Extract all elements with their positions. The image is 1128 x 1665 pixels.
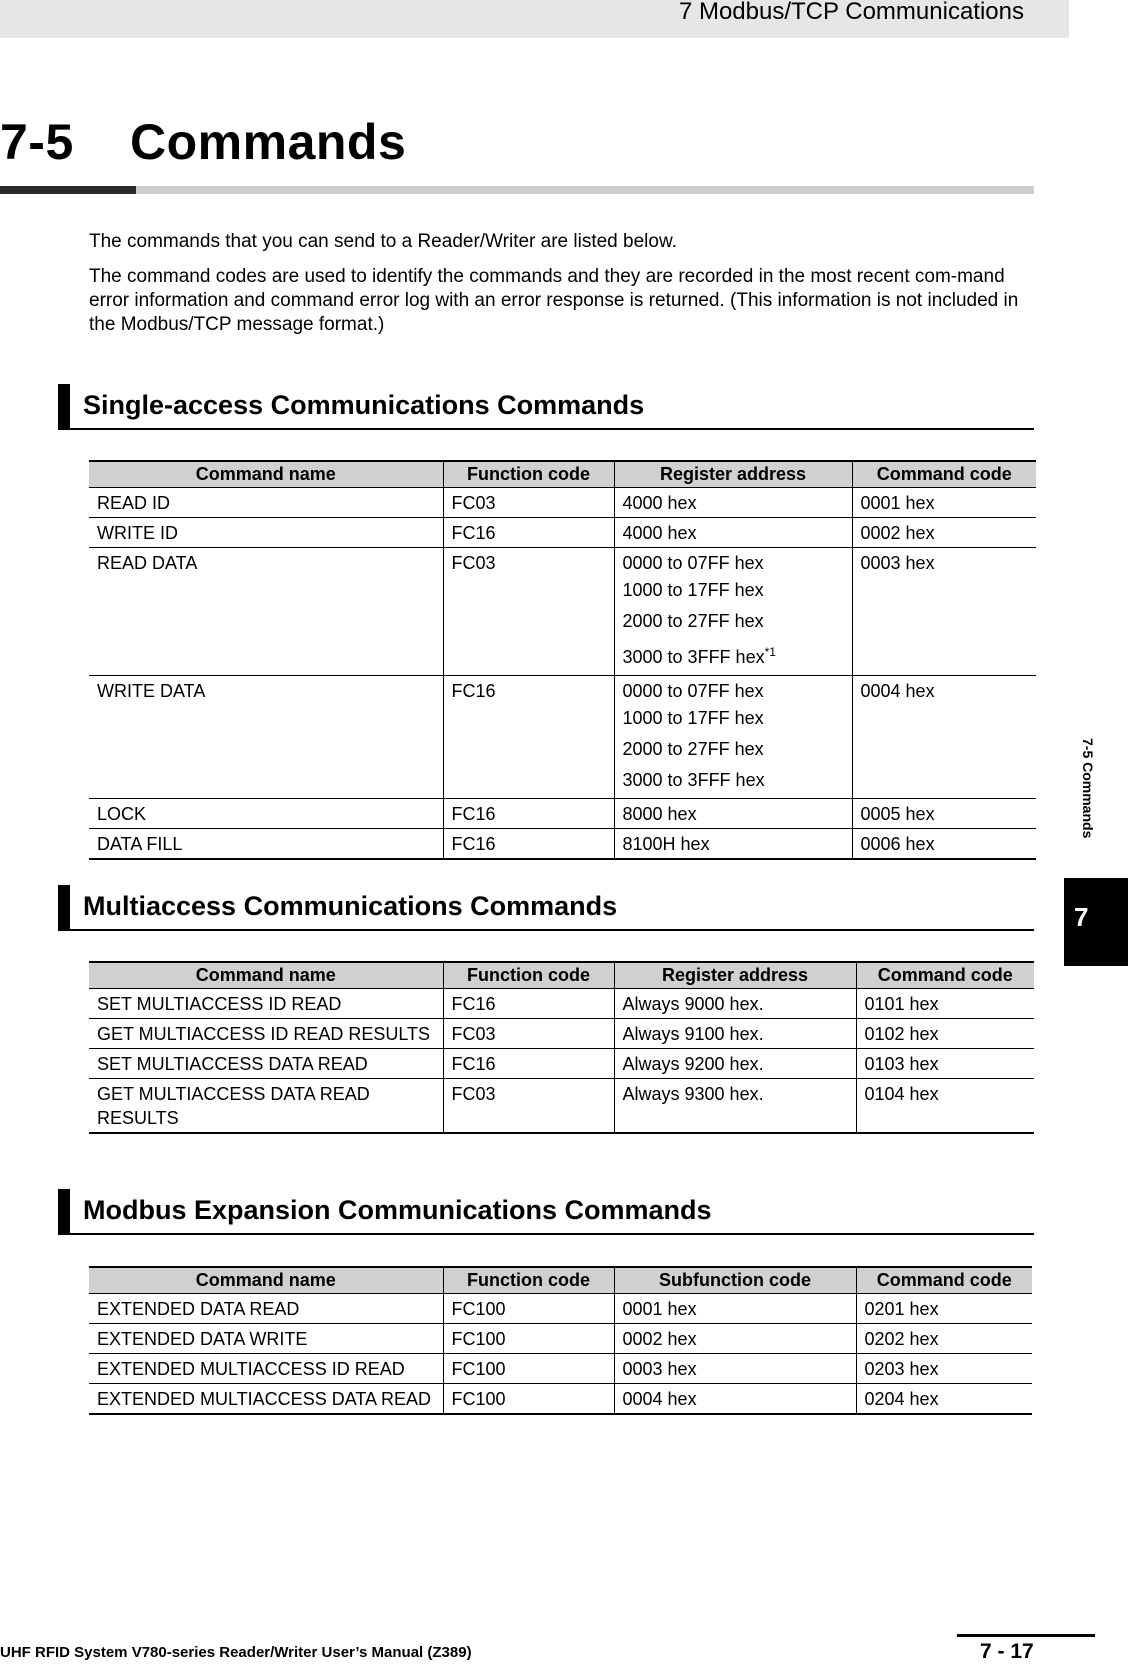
- cell-command-code: 0101 hex: [856, 989, 1034, 1019]
- col-command-name: Command name: [89, 1267, 443, 1294]
- cell-command-name: READ DATA: [89, 548, 443, 676]
- multiaccess-table: [89, 961, 1034, 1134]
- table-row: [89, 1324, 1032, 1354]
- cell-command-name: WRITE ID: [89, 518, 443, 548]
- cell-command-code: 0001 hex: [852, 488, 1036, 518]
- table-row: [89, 676, 1036, 799]
- footer-rule: [957, 1634, 1095, 1637]
- cell-function-code: FC03: [443, 1019, 614, 1049]
- multiaccess-heading: [58, 885, 1034, 931]
- cell-command-code: 0203 hex: [856, 1354, 1032, 1384]
- single-access-heading: [58, 384, 1034, 430]
- table-row: [89, 989, 1034, 1019]
- heading-bar: [58, 1189, 70, 1233]
- cell-command-code: 0102 hex: [856, 1019, 1034, 1049]
- cell-function-code: FC100: [443, 1294, 614, 1324]
- col-function-code: Function code: [443, 1267, 614, 1294]
- page-number: 7 - 17: [980, 1640, 1034, 1663]
- multiaccess-heading-text: Multiaccess Communications Commands: [83, 891, 618, 921]
- cell-register-address: [614, 676, 852, 799]
- cell-command-code: 0103 hex: [856, 1049, 1034, 1079]
- cell-register-address: 4000 hex: [614, 518, 852, 548]
- address-range: 0000 to 07FF hex: [622, 553, 764, 573]
- address-range: 1000 to 17FF hex: [622, 580, 764, 600]
- table-row: [89, 1049, 1034, 1079]
- chapter-tab-number: 7: [1074, 902, 1089, 932]
- cell-function-code: FC100: [443, 1354, 614, 1384]
- cell-subfunction-code: 0003 hex: [614, 1354, 856, 1384]
- address-range: 2000 to 27FF hex: [622, 611, 764, 631]
- cell-function-code: FC16: [443, 676, 614, 799]
- cell-subfunction-code: 0001 hex: [614, 1294, 856, 1324]
- single-access-table: [89, 460, 1036, 860]
- cell-function-code: FC03: [443, 548, 614, 676]
- expansion-heading: [58, 1189, 1034, 1235]
- intro-text: [89, 230, 1034, 348]
- cell-function-code: FC16: [443, 1049, 614, 1079]
- cell-subfunction-code: 0002 hex: [614, 1324, 856, 1354]
- col-function-code: Function code: [443, 962, 614, 989]
- cell-function-code: FC100: [443, 1384, 614, 1415]
- cell-register-address: 8000 hex: [614, 799, 852, 829]
- cell-command-code: 0201 hex: [856, 1294, 1032, 1324]
- cell-command-name: EXTENDED DATA READ: [89, 1294, 443, 1324]
- cell-function-code: FC03: [443, 1079, 614, 1134]
- section-title: [0, 112, 406, 172]
- cell-register-address: Always 9300 hex.: [614, 1079, 856, 1134]
- table-row: [89, 1079, 1034, 1134]
- cell-command-code: 0204 hex: [856, 1384, 1032, 1415]
- address-range: [623, 637, 844, 673]
- address-range: 0000 to 07FF hex: [622, 681, 764, 701]
- table-row: [89, 548, 1036, 676]
- table-row: [89, 829, 1036, 860]
- title-rule: [0, 186, 136, 194]
- cell-command-code: 0104 hex: [856, 1079, 1034, 1134]
- col-function-code: Function code: [443, 461, 614, 488]
- cell-register-address: 8100H hex: [614, 829, 852, 860]
- intro-paragraph-1: The commands that you can send to a Reader/Writer are listed below.: [89, 231, 677, 252]
- expansion-table: [89, 1266, 1032, 1415]
- cell-function-code: FC100: [443, 1324, 614, 1354]
- cell-command-name: EXTENDED DATA WRITE: [89, 1324, 443, 1354]
- table-row: [89, 799, 1036, 829]
- table-row: [89, 1384, 1032, 1415]
- cell-command-name: EXTENDED MULTIACCESS ID READ: [89, 1354, 443, 1384]
- col-command-code: Command code: [856, 962, 1034, 989]
- col-command-name: Command name: [89, 962, 443, 989]
- cell-command-name: WRITE DATA: [89, 676, 443, 799]
- cell-command-name: GET MULTIACCESS ID READ RESULTS: [89, 1019, 443, 1049]
- cell-command-code: 0202 hex: [856, 1324, 1032, 1354]
- cell-command-code: 0003 hex: [852, 548, 1036, 676]
- cell-register-address: Always 9000 hex.: [614, 989, 856, 1019]
- cell-function-code: FC16: [443, 518, 614, 548]
- table-row: [89, 1294, 1032, 1324]
- address-range: 1000 to 17FF hex: [622, 708, 764, 728]
- address-range-text: 3000 to 3FFF hex: [622, 647, 765, 667]
- address-range: 2000 to 27FF hex: [622, 739, 764, 759]
- cell-function-code: FC03: [443, 488, 614, 518]
- chapter-tab[interactable]: [1064, 878, 1128, 966]
- cell-function-code: FC16: [443, 799, 614, 829]
- cell-command-name: EXTENDED MULTIACCESS DATA READ: [89, 1384, 443, 1415]
- expansion-heading-text: Modbus Expansion Communications Commands: [83, 1195, 712, 1225]
- footnote-marker: *1: [764, 645, 776, 659]
- heading-bar: [58, 384, 70, 428]
- cell-command-code: 0006 hex: [852, 829, 1036, 860]
- cell-command-name: DATA FILL: [89, 829, 443, 860]
- footer-manual-title: UHF RFID System V780-series Reader/Writer User’s Manual (Z389): [0, 1644, 472, 1661]
- side-section-label-text: 7-5 Commands: [1080, 738, 1096, 839]
- col-subfunction-code: Subfunction code: [614, 1267, 856, 1294]
- address-range: 3000 to 3FFF hex: [622, 770, 765, 790]
- section-number: 7-5: [0, 114, 74, 170]
- cell-command-name: READ ID: [89, 488, 443, 518]
- cell-command-name: GET MULTIACCESS DATA READ RESULTS: [89, 1079, 443, 1134]
- cell-command-code: 0004 hex: [852, 676, 1036, 799]
- col-command-name: Command name: [89, 461, 443, 488]
- cell-function-code: FC16: [443, 829, 614, 860]
- cell-function-code: FC16: [443, 989, 614, 1019]
- cell-register-address: Always 9200 hex.: [614, 1049, 856, 1079]
- cell-register-address: [614, 548, 852, 676]
- table-row: [89, 1019, 1034, 1049]
- single-access-heading-text: Single-access Communications Commands: [83, 390, 645, 420]
- chapter-header: 7 Modbus/TCP Communications: [678, 0, 1024, 25]
- col-command-code: Command code: [852, 461, 1036, 488]
- cell-command-code: 0002 hex: [852, 518, 1036, 548]
- table-row: [89, 518, 1036, 548]
- section-name: Commands: [130, 114, 407, 170]
- cell-register-address: 4000 hex: [614, 488, 852, 518]
- cell-subfunction-code: 0004 hex: [614, 1384, 856, 1415]
- col-register-address: Register address: [614, 962, 856, 989]
- intro-paragraph-2: The command codes are used to identify the commands and they are recorded in the most recent com-mand error information and command error log with an error response is returned. (This information is not included in the Modbus/TCP message format.): [89, 266, 1019, 335]
- title-rule-light: [136, 186, 1034, 194]
- heading-bar: [58, 885, 70, 929]
- table-row: [89, 488, 1036, 518]
- table-row: [89, 1354, 1032, 1384]
- cell-command-name: SET MULTIACCESS DATA READ: [89, 1049, 443, 1079]
- col-command-code: Command code: [856, 1267, 1032, 1294]
- cell-register-address: Always 9100 hex.: [614, 1019, 856, 1049]
- cell-command-code: 0005 hex: [852, 799, 1036, 829]
- side-section-label: [1072, 738, 1102, 858]
- col-register-address: Register address: [614, 461, 852, 488]
- cell-command-name: SET MULTIACCESS ID READ: [89, 989, 443, 1019]
- cell-command-name: LOCK: [89, 799, 443, 829]
